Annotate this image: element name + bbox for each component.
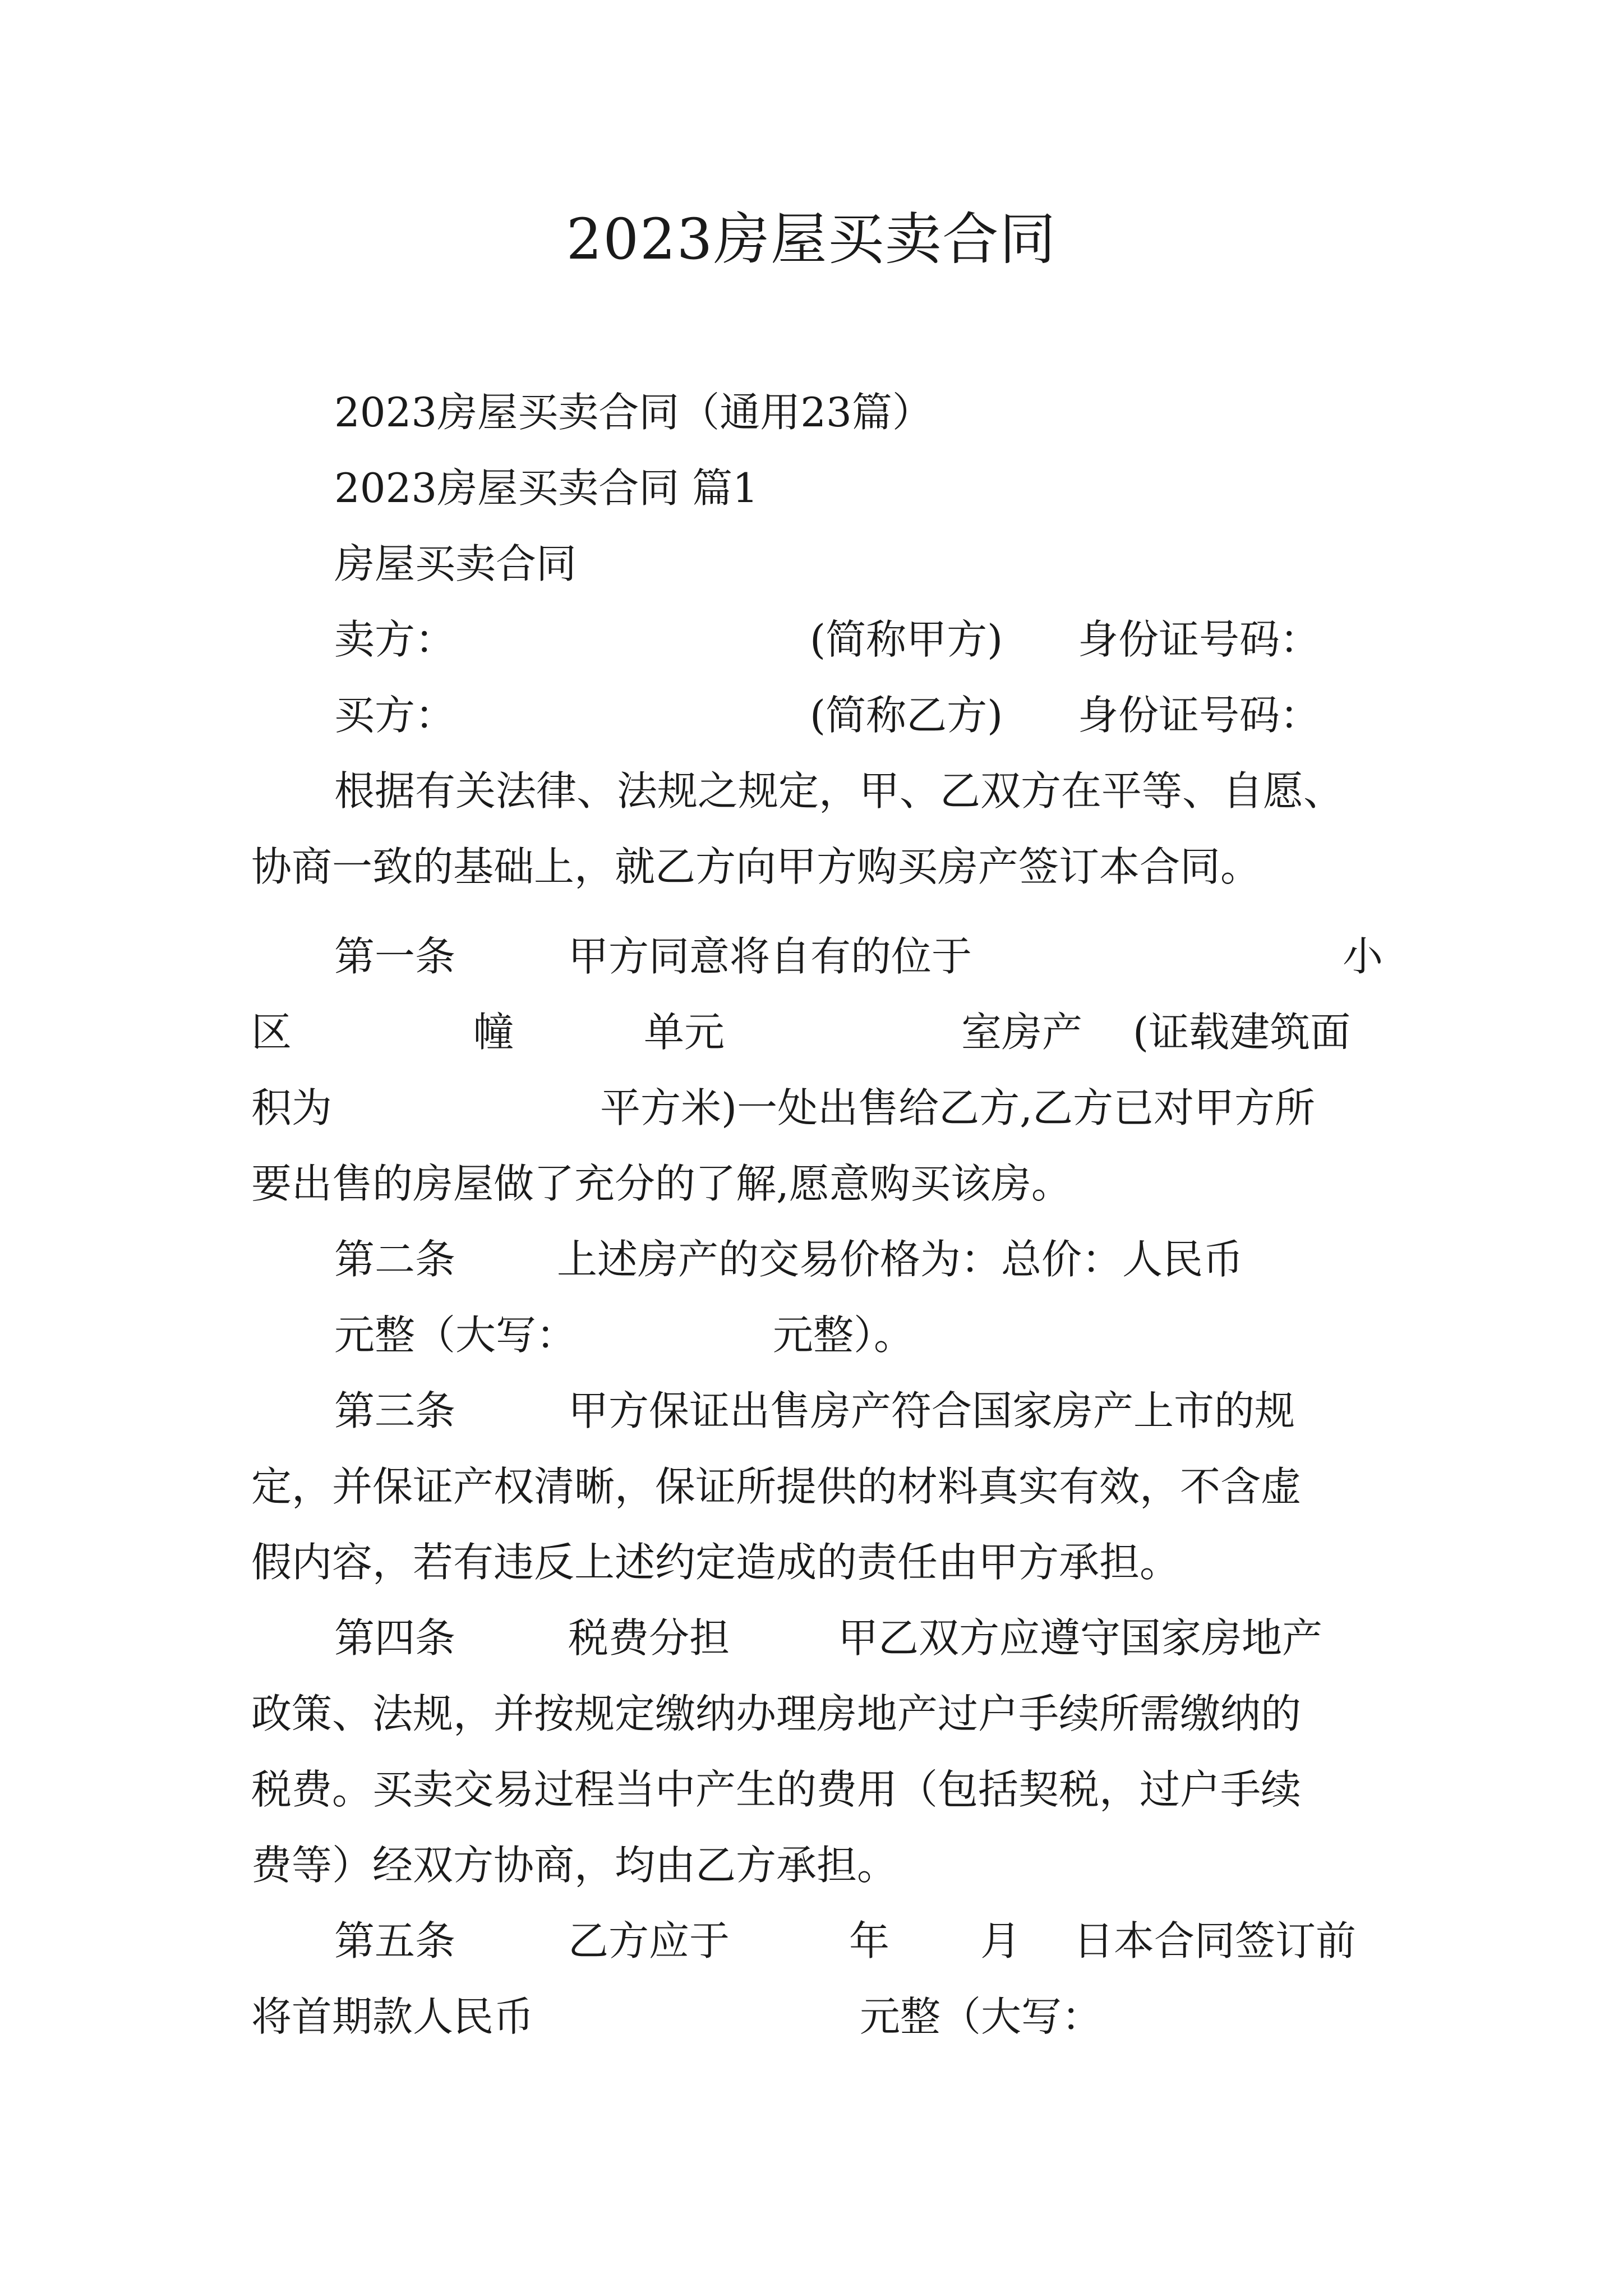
article-5-text-b: 日本合同签订前 (1073, 1917, 1357, 1964)
article-1-room: 室房产 (961, 1009, 1083, 1056)
article-5-month: 月 (980, 1917, 1021, 1964)
preamble-text-2: 协商一致的基础上，就乙方向甲方购买房产签订本合同。 (251, 843, 1261, 890)
article-1-unit: 单元 (644, 1009, 725, 1056)
article-2-amount-end: 元整）。 (773, 1312, 915, 1359)
article-2-text: 上述房产的交易价格为：总价：人民币 (557, 1236, 1244, 1283)
article-4-text-4: 费等）经双方协商，均由乙方承担。 (251, 1842, 898, 1889)
buyer-short-name: (简称乙方) (810, 692, 1003, 739)
article-3-label: 第三条 (334, 1387, 456, 1434)
article-5-down-payment-end: 元整（大写： (860, 1993, 1103, 2040)
article-1-text: 甲方同意将自有的位于 (568, 933, 972, 980)
article-3-text: 甲方保证出售房产符合国家房产上市的规 (568, 1387, 1295, 1434)
seller-label: 卖方： (334, 616, 456, 663)
article-1-label: 第一条 (334, 933, 456, 980)
article-5-down-payment-label: 将首期款人民币 (251, 1993, 534, 2040)
article-3-text-2: 定，并保证产权清晰，保证所提供的材料真实有效，不含虚 (251, 1463, 1302, 1510)
preamble-text-1: 根据有关法律、法规之规定，甲、乙双方在平等、自愿、 (334, 767, 1344, 815)
subtitle: 2023房屋买卖合同（通用23篇） (334, 389, 933, 436)
article-1-area-text: 平方米)一处出售给乙方,乙方已对甲方所 (600, 1084, 1315, 1131)
article-1-text-end: 小 (1343, 933, 1384, 980)
article-1-district: 区 (251, 1009, 292, 1056)
article-5-year: 年 (849, 1917, 890, 1964)
article-3-text-3: 假内容，若有违反上述约定造成的责任由甲方承担。 (251, 1539, 1181, 1586)
article-5-text: 乙方应于 (568, 1917, 730, 1964)
chapter-heading: 2023房屋买卖合同 篇1 (334, 464, 758, 512)
article-4-label: 第四条 (334, 1614, 456, 1662)
article-4-heading: 税费分担 (568, 1614, 730, 1662)
article-1-text-4: 要出售的房屋做了充分的了解,愿意购买该房。 (251, 1160, 1072, 1207)
seller-id-label: 身份证号码： (1078, 616, 1321, 663)
article-4-text: 甲乙双方应遵守国家房地产 (838, 1614, 1323, 1662)
article-1-area-label: (证载建筑面 (1133, 1009, 1351, 1056)
buyer-label: 买方： (334, 692, 456, 739)
seller-short-name: (简称甲方) (810, 616, 1003, 663)
article-2-label: 第二条 (334, 1236, 456, 1283)
article-2-amount-label: 元整（大写： (334, 1312, 577, 1359)
doc-heading: 房屋买卖合同 (334, 540, 577, 587)
article-1-area-prefix: 积为 (251, 1084, 333, 1131)
buyer-id-label: 身份证号码： (1078, 692, 1321, 739)
article-1-building: 幢 (473, 1009, 514, 1056)
document-title: 2023房屋买卖合同 (566, 206, 1057, 272)
article-4-text-3: 税费。买卖交易过程当中产生的费用（包括契税，过户手续 (251, 1766, 1302, 1813)
article-4-text-2: 政策、法规，并按规定缴纳办理房地产过户手续所需缴纳的 (251, 1690, 1302, 1737)
article-5-label: 第五条 (334, 1917, 456, 1964)
